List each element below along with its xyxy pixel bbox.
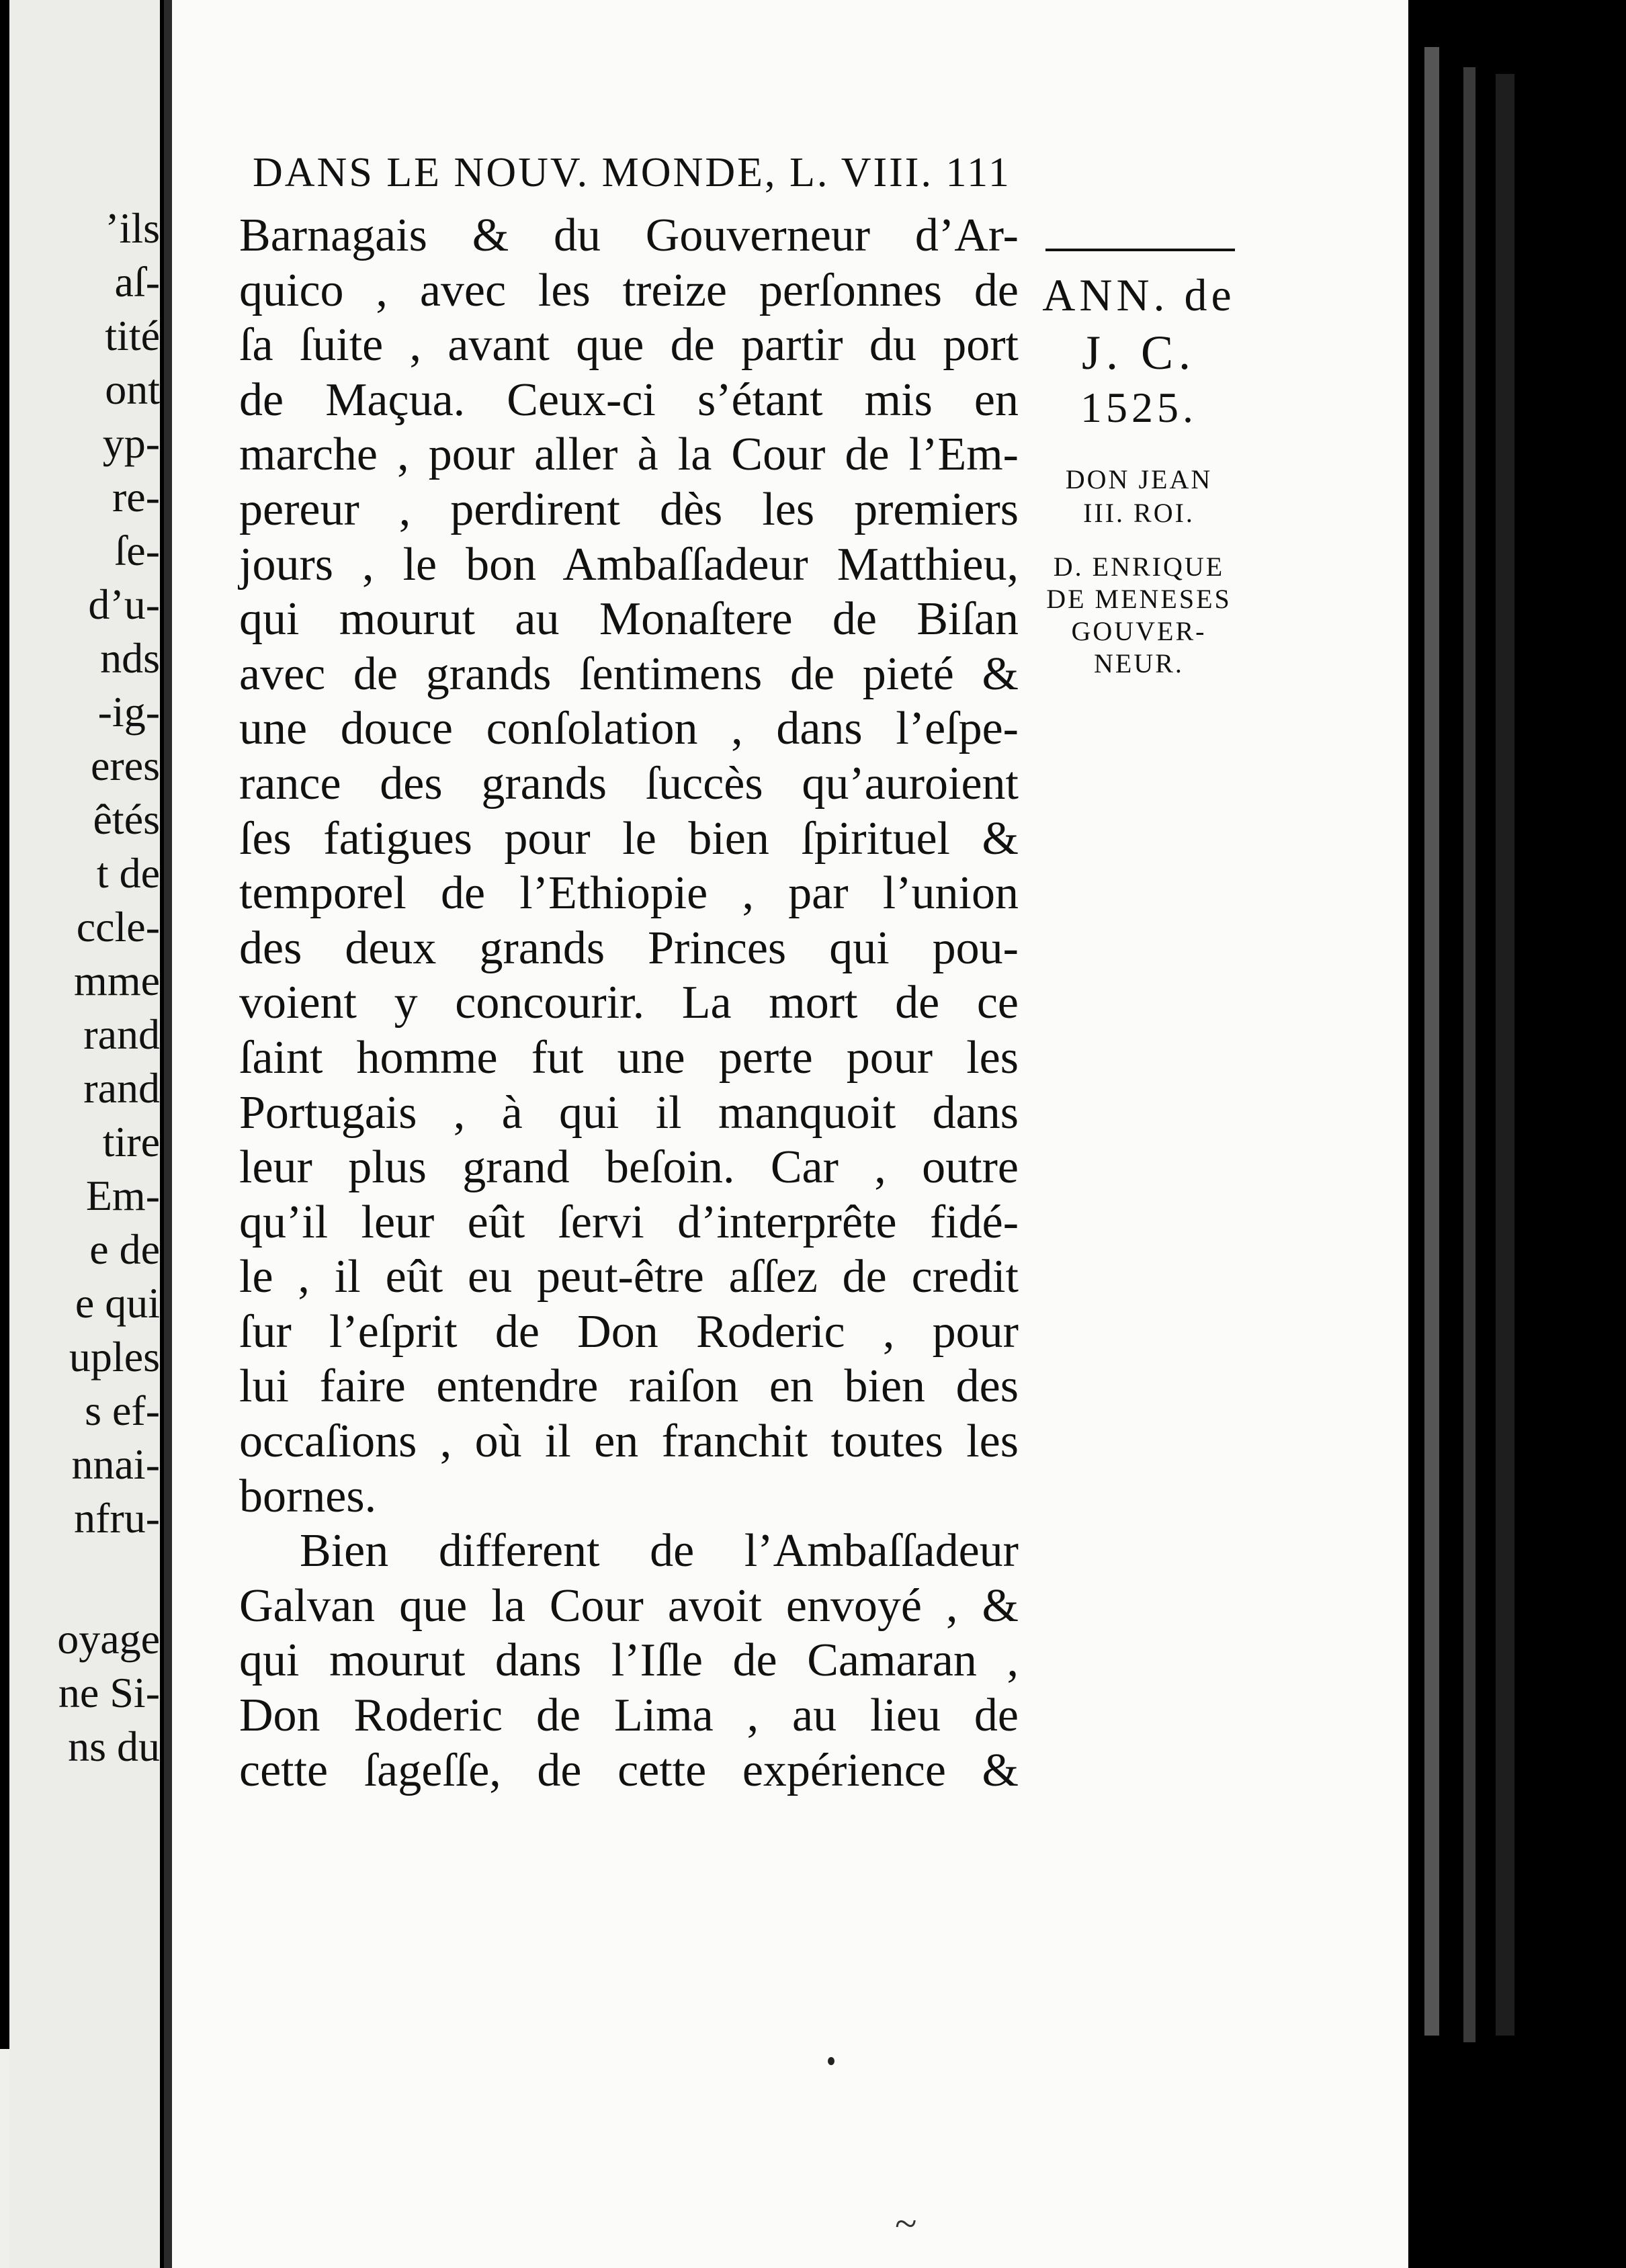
margin-governor-line: NEUR. (1094, 648, 1184, 679)
text-line: Barnagais & du Gouverneur d’Ar- (239, 210, 1019, 261)
text-line: marche , pour aller à la Cour de l’Em- (239, 429, 1019, 481)
text-line: avec de grands ſentimens de pieté & (239, 648, 1019, 700)
text-line: quico , avec les treize perſonnes de (239, 264, 1019, 316)
text-line: Don Roderic de Lima , au lieu de (239, 1690, 1019, 1742)
left-fragment: êtés (93, 795, 160, 843)
left-fragment: Em- (85, 1172, 160, 1219)
left-fragment: eres (90, 742, 160, 789)
page-mark (828, 2057, 835, 2065)
text-line: Galvan que la Cour avoit envoyé , & (239, 1579, 1019, 1632)
margin-king-line: III. ROI. (1083, 498, 1195, 528)
left-fragment: ns du (68, 1722, 160, 1770)
text-line: Portugais , à qui il manquoit dans (239, 1086, 1019, 1139)
page-stack-edge (1463, 67, 1475, 2042)
text-line: jours , le bon Ambaſſadeur Matthieu, (239, 538, 1019, 591)
left-fragment: tité (105, 312, 160, 359)
left-fragment: tire (102, 1118, 160, 1166)
left-fragment: e de (89, 1225, 160, 1273)
left-fragment: e qui (75, 1279, 160, 1327)
left-fragment: aſ- (114, 258, 160, 306)
text-line: occaſions , où il en franchit toutes les (239, 1415, 1019, 1468)
margin-governor-line: D. ENRIQUE (1053, 552, 1225, 582)
left-fragment: mme (74, 957, 160, 1004)
stray-mark: ~ (895, 2201, 917, 2246)
left-fragment: re- (112, 473, 160, 521)
text-line: lui faire entendre raiſon en bien des (239, 1360, 1019, 1413)
margin-king-line: DON JEAN (1065, 464, 1213, 494)
text-line: bornes. (239, 1470, 377, 1522)
scan-right-edge (1408, 0, 1626, 2268)
left-fragment: nnai- (71, 1440, 160, 1488)
margin-rule (1045, 249, 1235, 251)
text-line: ſur l’eſprit de Don Roderic , pour (239, 1305, 1019, 1358)
text-line: Bien different de l’Ambaſſadeur (300, 1525, 1019, 1577)
margin-governor-line: GOUVER- (1071, 616, 1207, 646)
page-stack-edge (1496, 74, 1514, 2036)
text-line: rance des grands ſuccès qu’auroient (239, 757, 1019, 810)
gutter-shadow (164, 0, 172, 2268)
page-body (239, 208, 1019, 1798)
text-line: ſaint homme fut une perte pour les (239, 1031, 1019, 1084)
left-fragment: t de (96, 849, 160, 897)
text-line: pereur , perdirent dès les premiers (239, 483, 1019, 535)
running-head: DANS LE NOUV. MONDE, L. VIII. 111 (253, 150, 1011, 195)
left-fragment: nds (100, 634, 160, 682)
left-fragment: ’ils (105, 204, 160, 252)
text-line: qu’il leur eût ſervi d’interprête fidé- (239, 1196, 1019, 1248)
text-line: temporel de l’Ethiopie , par l’union (239, 867, 1019, 920)
margin-year-label: ANN. de (1042, 269, 1236, 320)
text-line: de Maçua. Ceux-ci s’étant mis en (239, 374, 1019, 426)
margin-year: 1525. (1080, 384, 1197, 431)
left-fragment: ſe- (114, 527, 160, 574)
left-fragment: rand (83, 1010, 160, 1058)
left-fragment: ccle- (76, 903, 160, 951)
text-line: ſa ſuite , avant que de partir du port (239, 319, 1019, 372)
left-fragment: rand (83, 1064, 160, 1112)
left-fragment: ont (105, 365, 160, 413)
left-fragment: nfru- (74, 1494, 160, 1542)
text-line: leur plus grand beſoin. Car , outre (239, 1141, 1019, 1194)
text-line: le , il eût eu peut-être aſſez de credit (239, 1251, 1019, 1303)
text-line: voient y concourir. La mort de ce (239, 977, 1019, 1029)
left-page-edge (9, 0, 164, 2268)
margin-governor-line: DE MENESES (1046, 584, 1232, 614)
text-line: qui mourut dans l’Iſle de Camaran , (239, 1634, 1019, 1687)
left-fragment: s ef- (85, 1387, 160, 1434)
text-line: cette ſageſſe, de cette expérience & (239, 1744, 1019, 1796)
margin-era-label: J. C. (1081, 326, 1197, 380)
left-fragment: d’u- (88, 580, 160, 628)
left-fragment: uples (69, 1333, 160, 1381)
text-line: qui mourut au Monaſtere de Biſan (239, 593, 1019, 646)
left-fragment: oyage (57, 1615, 160, 1663)
scan-left-edge (0, 0, 9, 2268)
text-line: une douce conſolation , dans l’eſpe- (239, 703, 1019, 755)
text-line: des deux grands Princes qui pou- (239, 922, 1019, 974)
left-fragment: ne Si- (58, 1669, 160, 1716)
page-stack-edge (1424, 47, 1439, 2036)
left-fragment: yp- (102, 419, 160, 467)
left-fragment: -ig- (97, 688, 160, 736)
text-line: ſes fatigues pour le bien ſpirituel & (239, 812, 1019, 865)
